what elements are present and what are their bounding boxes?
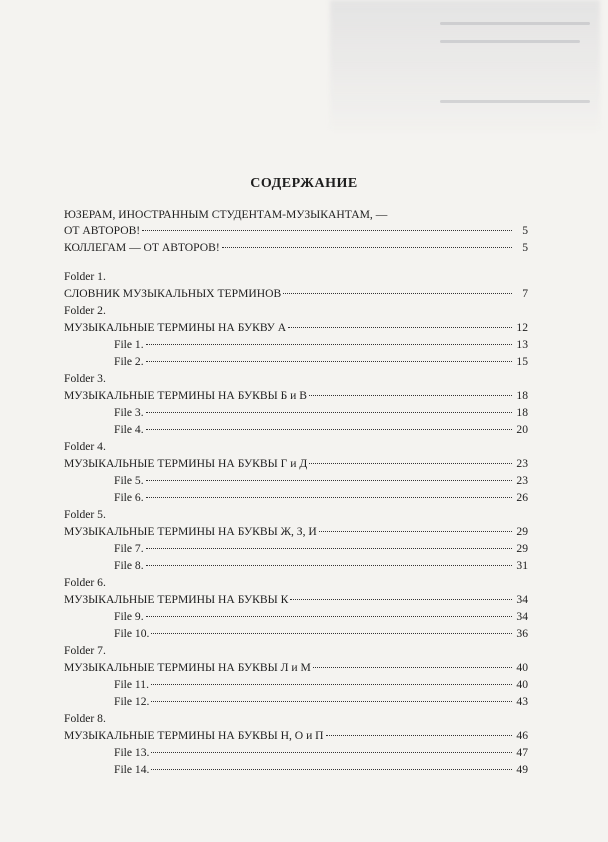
bleed-through-line bbox=[440, 40, 580, 43]
page-number: 23 bbox=[516, 474, 528, 487]
page-number: 29 bbox=[516, 542, 528, 555]
folder-label-text: Folder 6. bbox=[64, 576, 106, 589]
toc-file-entry[interactable] bbox=[64, 693, 528, 710]
page-number: 43 bbox=[516, 695, 528, 708]
page-number: 18 bbox=[516, 406, 528, 419]
toc-entry-text: МУЗЫКАЛЬНЫЕ ТЕРМИНЫ НА БУКВУ А bbox=[64, 321, 287, 334]
folder-label bbox=[64, 574, 528, 591]
toc-folder-entry[interactable] bbox=[64, 319, 528, 336]
dot-leader bbox=[151, 768, 512, 770]
dot-leader bbox=[290, 598, 512, 600]
toc-folder-entry[interactable] bbox=[64, 285, 528, 302]
toc-file-entry[interactable] bbox=[64, 353, 528, 370]
page-number: 34 bbox=[516, 593, 528, 606]
toc-entry-text: File 4. bbox=[114, 423, 144, 436]
folder-label-text: Folder 3. bbox=[64, 372, 106, 385]
folder-label-text: Folder 1. bbox=[64, 270, 106, 283]
toc-folder-entry[interactable] bbox=[64, 523, 528, 540]
folder-list bbox=[64, 268, 528, 778]
folder-label-text: Folder 4. bbox=[64, 440, 106, 453]
page-title: СОДЕРЖАНИЕ bbox=[250, 176, 358, 191]
toc-entry-text: File 6. bbox=[114, 491, 144, 504]
toc-entry-text: File 3. bbox=[114, 406, 144, 419]
toc-file-entry[interactable] bbox=[64, 676, 528, 693]
toc-file-entry[interactable] bbox=[64, 404, 528, 421]
toc-file-entry[interactable] bbox=[64, 489, 528, 506]
toc-file-entry[interactable] bbox=[64, 557, 528, 574]
dot-leader bbox=[222, 246, 512, 248]
bleed-through-line bbox=[440, 22, 590, 25]
dot-leader bbox=[283, 292, 512, 294]
toc-folder-entry[interactable] bbox=[64, 455, 528, 472]
toc-file-entry[interactable] bbox=[64, 540, 528, 557]
bleed-through-shadow bbox=[330, 0, 600, 130]
toc-entry-text: File 13. bbox=[114, 746, 150, 759]
folder-label bbox=[64, 642, 528, 659]
toc-entry-text: КОЛЛЕГАМ — ОТ АВТОРОВ! bbox=[64, 241, 220, 254]
toc-intro-entry[interactable] bbox=[64, 239, 528, 256]
page-number: 29 bbox=[516, 525, 528, 538]
page-number: 40 bbox=[516, 678, 528, 691]
page-number: 5 bbox=[522, 224, 528, 237]
toc-folder-entry[interactable] bbox=[64, 591, 528, 608]
toc-entry-text: ОТ АВТОРОВ! bbox=[64, 224, 141, 237]
toc-entry-text: File 14. bbox=[114, 763, 150, 776]
dot-leader bbox=[142, 229, 512, 231]
page-number: 12 bbox=[516, 321, 528, 334]
page-number: 49 bbox=[516, 763, 528, 776]
folder-label bbox=[64, 268, 528, 285]
page-number: 20 bbox=[516, 423, 528, 436]
toc-file-entry[interactable] bbox=[64, 761, 528, 778]
folder-label bbox=[64, 302, 528, 319]
toc-entry-text: File 9. bbox=[114, 610, 144, 623]
dot-leader bbox=[151, 700, 512, 702]
spacer bbox=[64, 256, 528, 268]
dot-leader bbox=[146, 360, 512, 362]
toc-file-entry[interactable] bbox=[64, 472, 528, 489]
toc-entry-text: File 1. bbox=[114, 338, 144, 351]
toc-folder-entry[interactable] bbox=[64, 387, 528, 404]
toc-file-entry[interactable] bbox=[64, 421, 528, 438]
toc-file-entry[interactable] bbox=[64, 336, 528, 353]
dot-leader bbox=[146, 411, 512, 413]
toc-entry-text: МУЗЫКАЛЬНЫЕ ТЕРМИНЫ НА БУКВЫ Л и М bbox=[64, 661, 311, 674]
toc-entry-text: File 7. bbox=[114, 542, 144, 555]
table-of-contents bbox=[64, 208, 528, 778]
dot-leader bbox=[146, 547, 512, 549]
toc-entry-text: МУЗЫКАЛЬНЫЕ ТЕРМИНЫ НА БУКВЫ Ж, З, И bbox=[64, 525, 317, 538]
folder-label bbox=[64, 370, 528, 387]
page-number: 47 bbox=[516, 746, 528, 759]
page-number: 46 bbox=[516, 729, 528, 742]
dot-leader bbox=[313, 666, 512, 668]
folder-label-text: Folder 5. bbox=[64, 508, 106, 521]
toc-file-entry[interactable] bbox=[64, 744, 528, 761]
page-number: 15 bbox=[516, 355, 528, 368]
dot-leader bbox=[309, 462, 512, 464]
toc-entry-text: ЮЗЕРАМ, ИНОСТРАННЫМ СТУДЕНТАМ-МУЗЫКАНТАМ, — bbox=[64, 208, 388, 221]
toc-entry-text: МУЗЫКАЛЬНЫЕ ТЕРМИНЫ НА БУКВЫ К bbox=[64, 593, 289, 606]
dot-leader bbox=[146, 343, 512, 345]
toc-folder-entry[interactable] bbox=[64, 727, 528, 744]
toc-entry-text: File 10. bbox=[114, 627, 150, 640]
dot-leader bbox=[151, 751, 512, 753]
folder-label bbox=[64, 506, 528, 523]
folder-label bbox=[64, 438, 528, 455]
folder-label bbox=[64, 710, 528, 727]
dot-leader bbox=[326, 734, 512, 736]
toc-folder-entry[interactable] bbox=[64, 659, 528, 676]
toc-entry-text: File 8. bbox=[114, 559, 144, 572]
dot-leader bbox=[146, 496, 512, 498]
dot-leader bbox=[319, 530, 512, 532]
bleed-through-line bbox=[440, 100, 590, 103]
toc-file-entry[interactable] bbox=[64, 608, 528, 625]
folder-label-text: Folder 8. bbox=[64, 712, 106, 725]
dot-leader bbox=[151, 683, 512, 685]
dot-leader bbox=[146, 564, 512, 566]
dot-leader bbox=[146, 479, 512, 481]
page-number: 5 bbox=[522, 241, 528, 254]
folder-label-text: Folder 7. bbox=[64, 644, 106, 657]
page-number: 18 bbox=[516, 389, 528, 402]
page-number: 31 bbox=[516, 559, 528, 572]
page-number: 34 bbox=[516, 610, 528, 623]
toc-entry-text: File 11. bbox=[114, 678, 149, 691]
toc-entry-text: СЛОВНИК МУЗЫКАЛЬНЫХ ТЕРМИНОВ bbox=[64, 287, 282, 300]
toc-entry-text: File 12. bbox=[114, 695, 150, 708]
toc-entry-text: МУЗЫКАЛЬНЫЕ ТЕРМИНЫ НА БУКВЫ Б и В bbox=[64, 389, 308, 402]
toc-entry-text: МУЗЫКАЛЬНЫЕ ТЕРМИНЫ НА БУКВЫ Н, О и П bbox=[64, 729, 324, 742]
page-number: 36 bbox=[516, 627, 528, 640]
page-number: 13 bbox=[516, 338, 528, 351]
dot-leader bbox=[146, 615, 512, 617]
dot-leader bbox=[151, 632, 512, 634]
toc-entry-text: File 5. bbox=[114, 474, 144, 487]
dot-leader bbox=[309, 394, 512, 396]
folder-label-text: Folder 2. bbox=[64, 304, 106, 317]
toc-intro-entry[interactable] bbox=[64, 222, 528, 239]
page-number: 23 bbox=[516, 457, 528, 470]
dot-leader bbox=[146, 428, 512, 430]
page-number: 26 bbox=[516, 491, 528, 504]
dot-leader bbox=[288, 326, 512, 328]
page-number: 40 bbox=[516, 661, 528, 674]
toc-intro-line bbox=[64, 208, 528, 222]
toc-entry-text: МУЗЫКАЛЬНЫЕ ТЕРМИНЫ НА БУКВЫ Г и Д bbox=[64, 457, 308, 470]
page-number: 7 bbox=[522, 287, 528, 300]
toc-entry-text: File 2. bbox=[114, 355, 144, 368]
toc-file-entry[interactable] bbox=[64, 625, 528, 642]
